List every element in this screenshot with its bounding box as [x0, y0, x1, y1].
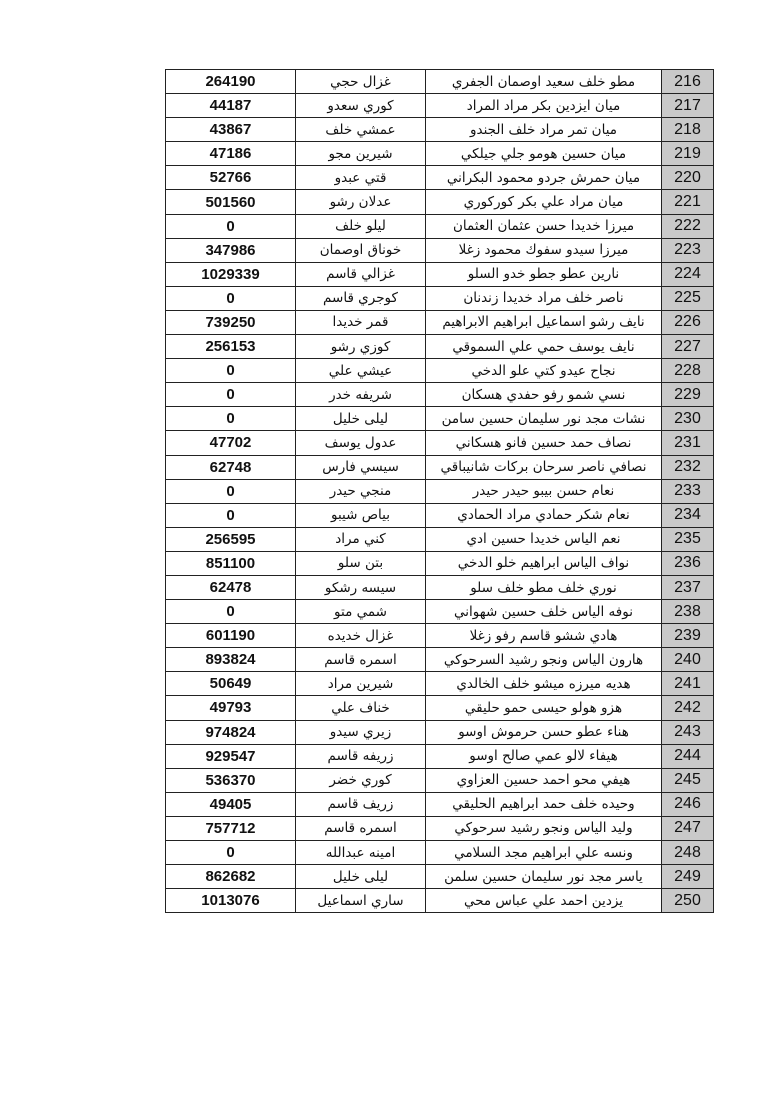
amount-cell: 47186 [166, 142, 296, 166]
table-row [166, 672, 714, 696]
mother-name-cell: عيشي علي [296, 359, 426, 383]
row-number-cell: 234 [662, 503, 714, 527]
mother-name-cell: خوناق اوصمان [296, 238, 426, 262]
table-row [166, 527, 714, 551]
full-name-cell: هديه ميرزه ميشو خلف الخالدي [426, 672, 662, 696]
mother-name-cell: ليلو خلف [296, 214, 426, 238]
mother-name-cell: غزال حجي [296, 70, 426, 94]
mother-name-cell: غزال خديده [296, 624, 426, 648]
full-name-cell: نصاف حمد حسين فانو هسكاني [426, 431, 662, 455]
table-body [166, 70, 714, 913]
amount-cell: 974824 [166, 720, 296, 744]
row-number-cell: 231 [662, 431, 714, 455]
full-name-cell: ياسر مجد نور سليمان حسين سلمن [426, 865, 662, 889]
row-number-cell: 222 [662, 214, 714, 238]
table-row [166, 455, 714, 479]
row-number-cell: 229 [662, 383, 714, 407]
full-name-cell: نارين عطو جطو خدو السلو [426, 262, 662, 286]
row-number-cell: 223 [662, 238, 714, 262]
mother-name-cell: عدلان رشو [296, 190, 426, 214]
amount-cell: 62748 [166, 455, 296, 479]
full-name-cell: هناء عطو حسن حرموش اوسو [426, 720, 662, 744]
table-row [166, 503, 714, 527]
table-row [166, 624, 714, 648]
table-row [166, 889, 714, 913]
mother-name-cell: كوزي رشو [296, 335, 426, 359]
full-name-cell: نجاح عيدو كتي علو الدخي [426, 359, 662, 383]
table-row [166, 648, 714, 672]
amount-cell: 44187 [166, 94, 296, 118]
table-row [166, 407, 714, 431]
table-row [166, 94, 714, 118]
row-number-cell: 249 [662, 865, 714, 889]
full-name-cell: هيفاء لالو عمي صالح اوسو [426, 744, 662, 768]
table-row [166, 335, 714, 359]
full-name-cell: نايف يوسف حمي علي السموقي [426, 335, 662, 359]
full-name-cell: نشات مجد نور سليمان حسين سامن [426, 407, 662, 431]
mother-name-cell: خناف علي [296, 696, 426, 720]
amount-cell: 264190 [166, 70, 296, 94]
row-number-cell: 216 [662, 70, 714, 94]
table-row [166, 720, 714, 744]
row-number-cell: 221 [662, 190, 714, 214]
row-number-cell: 246 [662, 792, 714, 816]
beneficiaries-table-container [165, 69, 713, 913]
full-name-cell: ميان مراد علي بكر كوركوري [426, 190, 662, 214]
row-number-cell: 232 [662, 455, 714, 479]
row-number-cell: 248 [662, 841, 714, 865]
row-number-cell: 235 [662, 527, 714, 551]
table-row [166, 816, 714, 840]
row-number-cell: 241 [662, 672, 714, 696]
row-number-cell: 218 [662, 118, 714, 142]
row-number-cell: 230 [662, 407, 714, 431]
amount-cell: 851100 [166, 551, 296, 575]
row-number-cell: 236 [662, 551, 714, 575]
mother-name-cell: ليلى خليل [296, 865, 426, 889]
row-number-cell: 243 [662, 720, 714, 744]
mother-name-cell: اسمره قاسم [296, 648, 426, 672]
amount-cell: 929547 [166, 744, 296, 768]
full-name-cell: يزدين احمد علي عباس محي [426, 889, 662, 913]
row-number-cell: 247 [662, 816, 714, 840]
table-row [166, 142, 714, 166]
amount-cell: 0 [166, 383, 296, 407]
table-row [166, 214, 714, 238]
amount-cell: 0 [166, 600, 296, 624]
table-row [166, 600, 714, 624]
full-name-cell: نسي شمو رفو حفدي هسكان [426, 383, 662, 407]
amount-cell: 256153 [166, 335, 296, 359]
row-number-cell: 244 [662, 744, 714, 768]
row-number-cell: 226 [662, 310, 714, 334]
mother-name-cell: شريفه خدر [296, 383, 426, 407]
amount-cell: 0 [166, 841, 296, 865]
mother-name-cell: منجي حيدر [296, 479, 426, 503]
amount-cell: 49405 [166, 792, 296, 816]
table-row [166, 696, 714, 720]
amount-cell: 256595 [166, 527, 296, 551]
full-name-cell: ناصر خلف مراد خديدا زندنان [426, 286, 662, 310]
mother-name-cell: شمي متو [296, 600, 426, 624]
full-name-cell: ميرزا خديدا حسن عثمان العثمان [426, 214, 662, 238]
mother-name-cell: كني مراد [296, 527, 426, 551]
table-row [166, 865, 714, 889]
amount-cell: 0 [166, 286, 296, 310]
full-name-cell: مطو خلف سعيد اوصمان الجفري [426, 70, 662, 94]
table-row [166, 792, 714, 816]
amount-cell: 50649 [166, 672, 296, 696]
full-name-cell: ميان حمرش جردو محمود البكراني [426, 166, 662, 190]
full-name-cell: ميان ايزدين بكر مراد المراد [426, 94, 662, 118]
table-row [166, 118, 714, 142]
mother-name-cell: كوري خضر [296, 768, 426, 792]
amount-cell: 49793 [166, 696, 296, 720]
row-number-cell: 239 [662, 624, 714, 648]
table-row [166, 841, 714, 865]
amount-cell: 0 [166, 359, 296, 383]
mother-name-cell: عمشي خلف [296, 118, 426, 142]
row-number-cell: 245 [662, 768, 714, 792]
table-row [166, 768, 714, 792]
full-name-cell: وليد الياس ونجو رشيد سرحوكي [426, 816, 662, 840]
mother-name-cell: قمر خديدا [296, 310, 426, 334]
mother-name-cell: زيري سيدو [296, 720, 426, 744]
table-row [166, 70, 714, 94]
table-row [166, 551, 714, 575]
row-number-cell: 242 [662, 696, 714, 720]
amount-cell: 43867 [166, 118, 296, 142]
mother-name-cell: شيرين مجو [296, 142, 426, 166]
mother-name-cell: بتن سلو [296, 551, 426, 575]
amount-cell: 501560 [166, 190, 296, 214]
full-name-cell: ونسه علي ابراهيم مجد السلامي [426, 841, 662, 865]
mother-name-cell: كوري سعدو [296, 94, 426, 118]
amount-cell: 739250 [166, 310, 296, 334]
mother-name-cell: زريفه قاسم [296, 744, 426, 768]
full-name-cell: هارون الياس ونجو رشيد السرحوكي [426, 648, 662, 672]
mother-name-cell: كوجري قاسم [296, 286, 426, 310]
table-row [166, 479, 714, 503]
row-number-cell: 224 [662, 262, 714, 286]
table-row [166, 383, 714, 407]
row-number-cell: 250 [662, 889, 714, 913]
amount-cell: 1029339 [166, 262, 296, 286]
amount-cell: 0 [166, 407, 296, 431]
amount-cell: 347986 [166, 238, 296, 262]
mother-name-cell: بياص شيبو [296, 503, 426, 527]
amount-cell: 893824 [166, 648, 296, 672]
row-number-cell: 228 [662, 359, 714, 383]
full-name-cell: نعم الياس خديدا حسين ادي [426, 527, 662, 551]
full-name-cell: نعام شكر حمادي مراد الحمادي [426, 503, 662, 527]
amount-cell: 0 [166, 503, 296, 527]
full-name-cell: نوفه الياس خلف حسين شهواني [426, 600, 662, 624]
row-number-cell: 217 [662, 94, 714, 118]
mother-name-cell: قتي عبدو [296, 166, 426, 190]
full-name-cell: ميان حسين هومو جلي جيلكي [426, 142, 662, 166]
mother-name-cell: ساري اسماعيل [296, 889, 426, 913]
amount-cell: 536370 [166, 768, 296, 792]
table-row [166, 310, 714, 334]
full-name-cell: نعام حسن بيبو حيدر حيدر [426, 479, 662, 503]
mother-name-cell: شيرين مراد [296, 672, 426, 696]
mother-name-cell: عدول يوسف [296, 431, 426, 455]
row-number-cell: 225 [662, 286, 714, 310]
full-name-cell: ميرزا سيدو سفوك محمود زغلا [426, 238, 662, 262]
amount-cell: 47702 [166, 431, 296, 455]
table-row [166, 575, 714, 599]
mother-name-cell: امينه عبدالله [296, 841, 426, 865]
amount-cell: 0 [166, 214, 296, 238]
full-name-cell: نايف رشو اسماعيل ابراهيم الابراهيم [426, 310, 662, 334]
amount-cell: 52766 [166, 166, 296, 190]
full-name-cell: نواف الياس ابراهيم خلو الدخي [426, 551, 662, 575]
table-row [166, 262, 714, 286]
amount-cell: 601190 [166, 624, 296, 648]
row-number-cell: 219 [662, 142, 714, 166]
row-number-cell: 240 [662, 648, 714, 672]
mother-name-cell: زريف قاسم [296, 792, 426, 816]
beneficiaries-table [165, 69, 714, 913]
amount-cell: 62478 [166, 575, 296, 599]
table-row [166, 190, 714, 214]
table-row [166, 744, 714, 768]
table-row [166, 359, 714, 383]
full-name-cell: وحيده خلف حمد ابراهيم الحليقي [426, 792, 662, 816]
full-name-cell: ميان تمر مراد خلف الجندو [426, 118, 662, 142]
row-number-cell: 233 [662, 479, 714, 503]
table-row [166, 431, 714, 455]
row-number-cell: 227 [662, 335, 714, 359]
table-row [166, 286, 714, 310]
full-name-cell: نصافي ناصر سرحان بركات شانيباقي [426, 455, 662, 479]
full-name-cell: نوري خلف مطو خلف سلو [426, 575, 662, 599]
row-number-cell: 237 [662, 575, 714, 599]
mother-name-cell: اسمره قاسم [296, 816, 426, 840]
row-number-cell: 238 [662, 600, 714, 624]
full-name-cell: هيفي محو احمد حسين العزاوي [426, 768, 662, 792]
amount-cell: 0 [166, 479, 296, 503]
full-name-cell: هزو هولو حيسى حمو حليقي [426, 696, 662, 720]
table-row [166, 238, 714, 262]
amount-cell: 757712 [166, 816, 296, 840]
mother-name-cell: ليلى خليل [296, 407, 426, 431]
full-name-cell: هادي ششو قاسم رفو زغلا [426, 624, 662, 648]
amount-cell: 862682 [166, 865, 296, 889]
row-number-cell: 220 [662, 166, 714, 190]
mother-name-cell: سيسه رشكو [296, 575, 426, 599]
mother-name-cell: سيسي فارس [296, 455, 426, 479]
table-row [166, 166, 714, 190]
amount-cell: 1013076 [166, 889, 296, 913]
mother-name-cell: غزالي قاسم [296, 262, 426, 286]
